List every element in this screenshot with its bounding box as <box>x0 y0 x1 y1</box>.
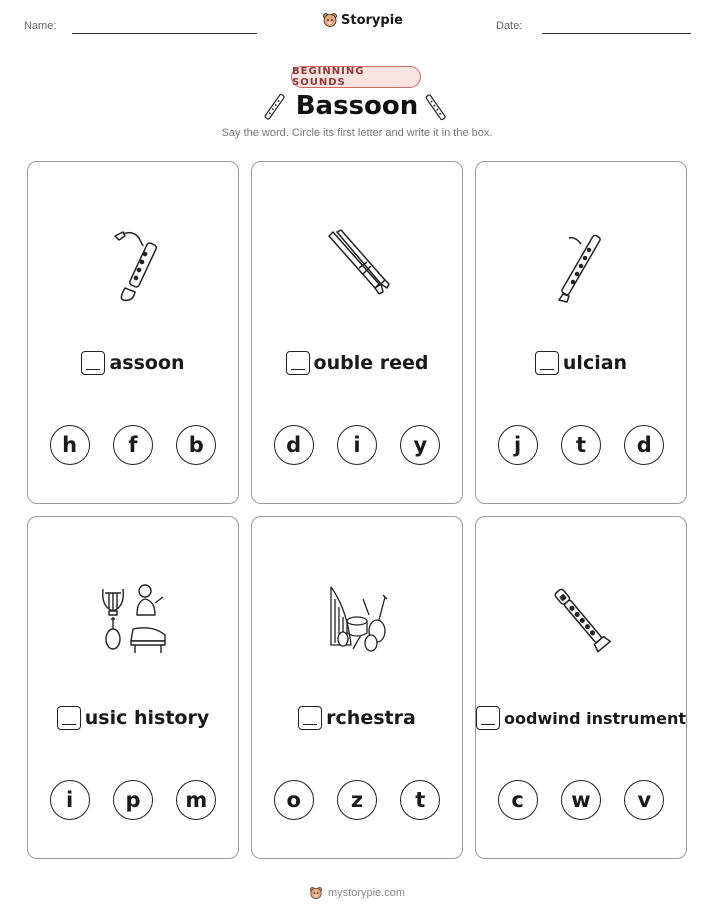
word-card <box>475 161 687 504</box>
letter-choices <box>252 425 462 465</box>
letter-choice[interactable]: c <box>498 780 538 820</box>
word-remainder: oodwind instrument <box>504 708 687 728</box>
letter-answer-box[interactable] <box>57 706 81 730</box>
letter-choices <box>28 780 238 820</box>
word-card <box>251 161 463 504</box>
word-display <box>252 349 462 377</box>
bear-logo-icon <box>309 886 323 900</box>
date-line[interactable] <box>542 33 691 34</box>
music-history-icon <box>93 579 173 659</box>
bear-logo-icon <box>322 12 338 28</box>
letter-choice[interactable]: y <box>400 425 440 465</box>
storypie-logo <box>322 12 403 28</box>
letter-answer-box[interactable] <box>476 706 500 730</box>
orchestra-icon <box>317 579 397 659</box>
name-line[interactable] <box>72 33 257 34</box>
letter-choices <box>476 425 686 465</box>
word-remainder: rchestra <box>326 707 416 729</box>
dulcian-icon <box>541 224 621 304</box>
letter-choice[interactable]: i <box>50 780 90 820</box>
letter-choice[interactable]: d <box>624 425 664 465</box>
name-label: Name: <box>24 20 57 32</box>
word-card <box>27 161 239 504</box>
letter-choices <box>476 780 686 820</box>
logo-text: Storypie <box>341 12 403 28</box>
letter-choice[interactable]: w <box>561 780 601 820</box>
footer <box>0 886 714 900</box>
category-badge: BEGINNING SOUNDS <box>291 66 421 88</box>
letter-choice[interactable]: d <box>274 425 314 465</box>
footer-url[interactable]: mystorypie.com <box>327 887 406 899</box>
letter-choice[interactable]: j <box>498 425 538 465</box>
letter-answer-box[interactable] <box>298 706 322 730</box>
double-reed-icon <box>317 224 397 304</box>
letter-choice[interactable]: m <box>176 780 216 820</box>
word-card <box>475 516 687 859</box>
word-display <box>252 704 462 732</box>
flute-decoration-icon <box>423 92 449 122</box>
word-card <box>27 516 239 859</box>
letter-choice[interactable]: p <box>113 780 153 820</box>
bassoon-icon <box>93 224 173 304</box>
word-remainder: usic history <box>84 707 210 729</box>
letter-choices <box>28 425 238 465</box>
letter-choice[interactable]: v <box>624 780 664 820</box>
date-label: Date: <box>496 20 523 32</box>
letter-choice[interactable]: b <box>176 425 216 465</box>
word-remainder: assoon <box>109 352 185 374</box>
letter-choice[interactable]: f <box>113 425 153 465</box>
recorder-icon <box>541 579 621 659</box>
letter-choice[interactable]: o <box>274 780 314 820</box>
letter-choice[interactable]: h <box>50 425 90 465</box>
page-title: Bassoon <box>295 91 419 121</box>
letter-choice[interactable]: i <box>337 425 377 465</box>
word-display <box>28 704 238 732</box>
letter-choice[interactable]: t <box>561 425 601 465</box>
letter-choice[interactable]: z <box>337 780 377 820</box>
letter-choices <box>252 780 462 820</box>
word-display <box>476 704 686 732</box>
letter-answer-box[interactable] <box>286 351 310 375</box>
word-display <box>28 349 238 377</box>
letter-answer-box[interactable] <box>535 351 559 375</box>
word-display <box>476 349 686 377</box>
letter-choice[interactable]: t <box>400 780 440 820</box>
word-remainder: ouble reed <box>313 352 429 374</box>
word-card <box>251 516 463 859</box>
letter-answer-box[interactable] <box>81 351 105 375</box>
word-remainder: ulcian <box>562 352 628 374</box>
instructions: Say the word. Circle its first letter and write it in the box. <box>221 127 493 139</box>
